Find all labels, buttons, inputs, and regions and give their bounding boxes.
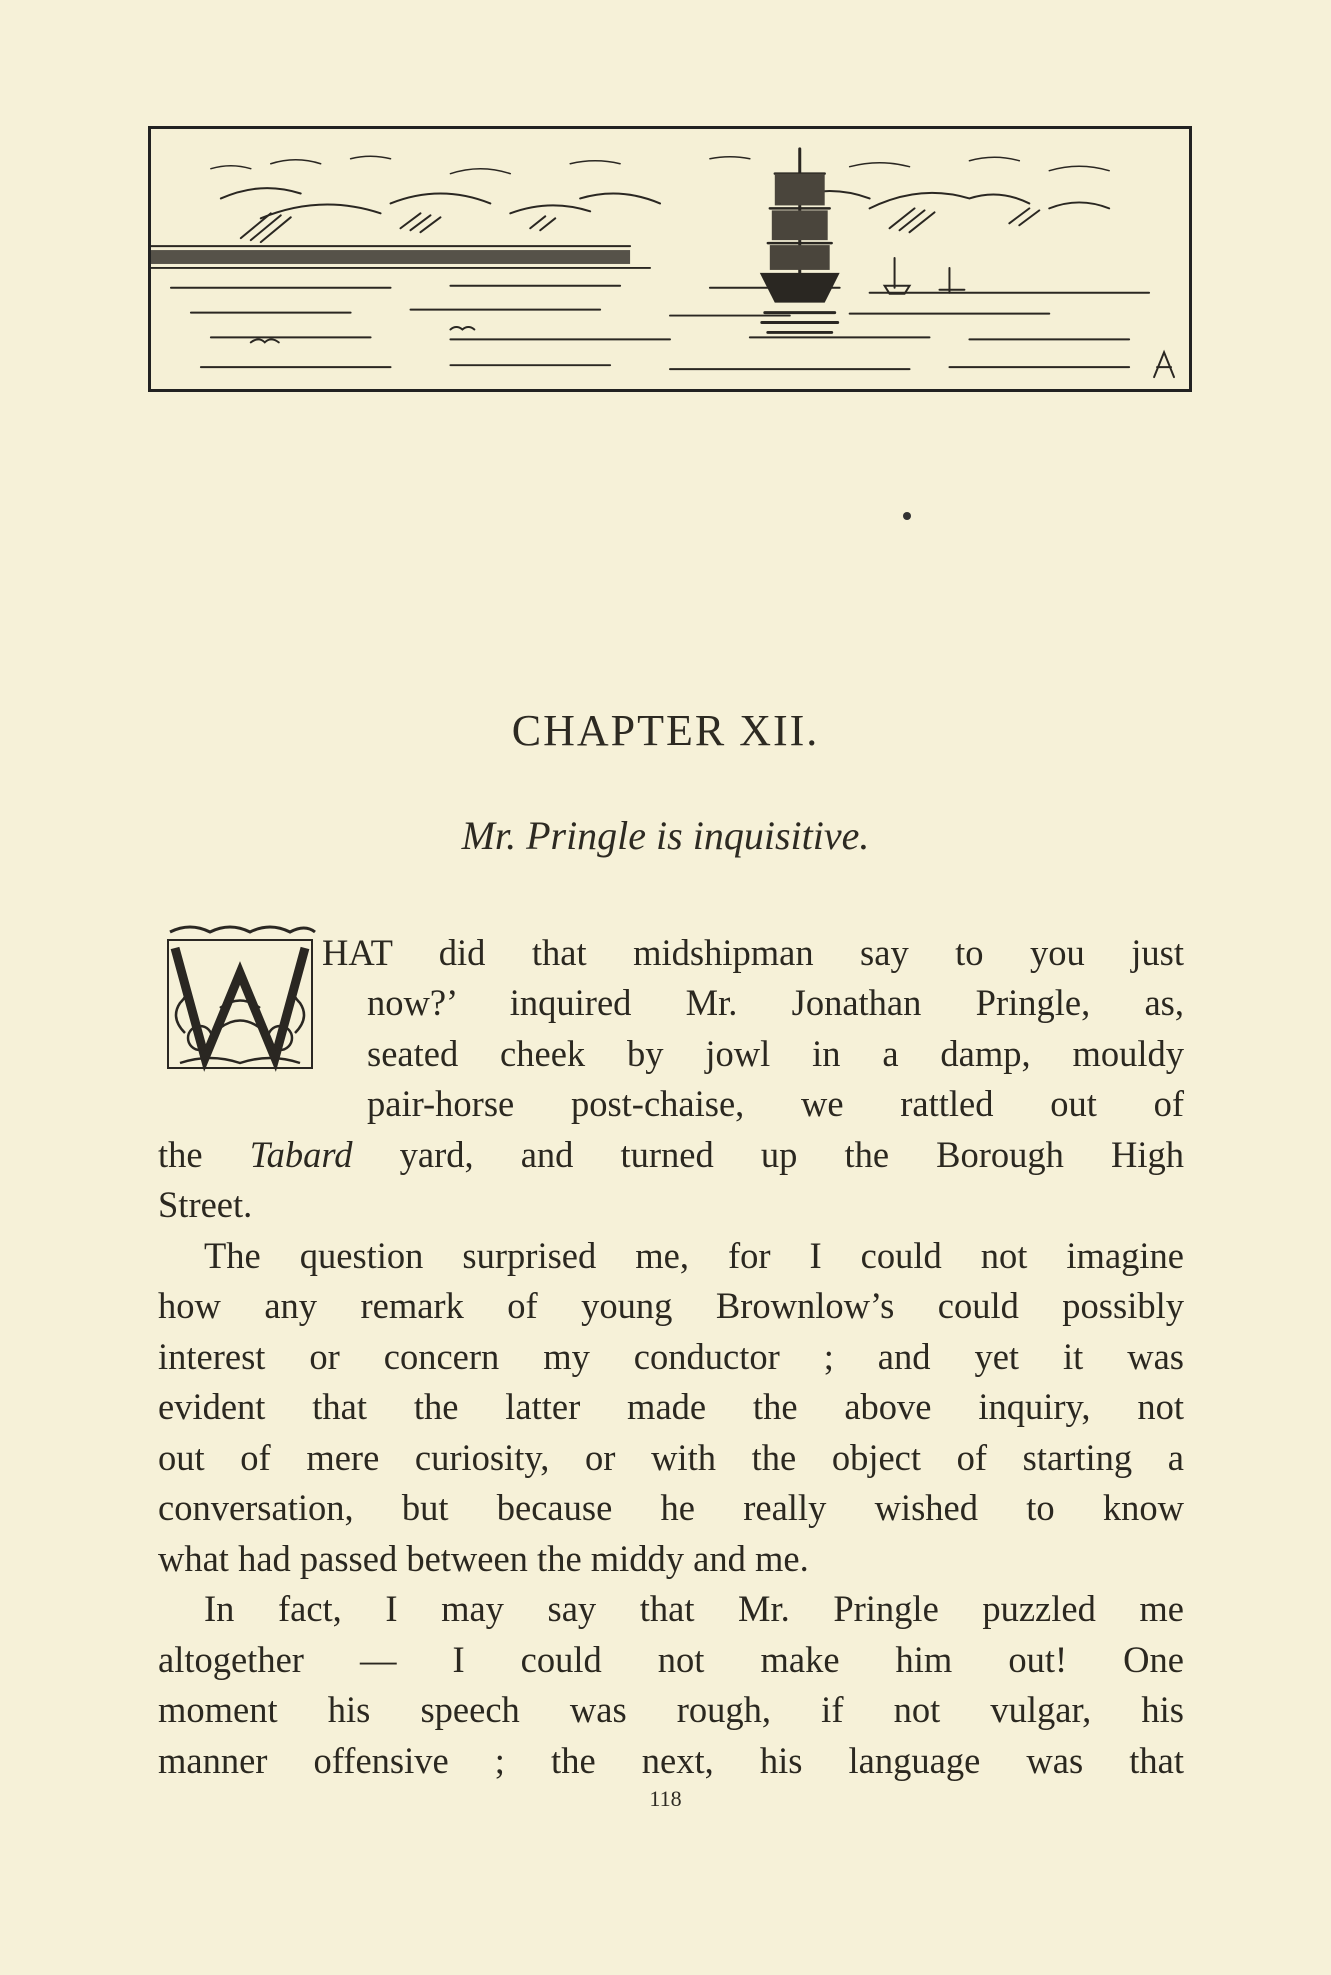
ornament-dot bbox=[903, 512, 911, 520]
text-line: conversation, but because he really wished to know bbox=[158, 1487, 1184, 1528]
text-line bbox=[158, 1134, 1184, 1175]
text-line: what had passed between the middy and me. bbox=[158, 1538, 809, 1579]
ship-at-sea-headpiece bbox=[148, 126, 1192, 392]
text-line: seated cheek by jowl in a damp, mouldy bbox=[367, 1033, 1184, 1074]
text-line: evident that the latter made the above inquiry, not bbox=[158, 1386, 1184, 1427]
text-line: how any remark of young Brownlow’s could possibly bbox=[158, 1285, 1184, 1326]
text-line: Street. bbox=[158, 1184, 253, 1225]
text-segment: yard, and turned up the Borough High bbox=[352, 1134, 1184, 1175]
chapter-subtitle: Mr. Pringle is inquisitive. bbox=[461, 813, 870, 858]
page-number: 118 bbox=[649, 1786, 682, 1811]
ornamental-drop-cap-icon bbox=[160, 918, 320, 1078]
text-line: manner offensive ; the next, his language was that bbox=[158, 1740, 1184, 1781]
text-line: now?’ inquired Mr. Jonathan Pringle, as, bbox=[367, 982, 1184, 1023]
italic-ship-name: Tabard bbox=[249, 1134, 353, 1175]
text-line: altogether — I could not make him out! One bbox=[158, 1639, 1184, 1680]
text-segment: the bbox=[158, 1134, 250, 1175]
chapter-title: CHAPTER XII. bbox=[511, 706, 820, 755]
text-line: HAT did that midshipman say to you just bbox=[322, 932, 1184, 973]
text-line: interest or concern my conductor ; and yet it was bbox=[158, 1336, 1184, 1377]
text-line: pair-horse post-chaise, we rattled out of bbox=[367, 1083, 1184, 1124]
text-line: moment his speech was rough, if not vulgar, his bbox=[158, 1689, 1184, 1730]
text-line: out of mere curiosity, or with the object of starting a bbox=[158, 1437, 1184, 1478]
text-line: In fact, I may say that Mr. Pringle puzzled me bbox=[204, 1588, 1184, 1629]
text-line: The question surprised me, for I could not imagine bbox=[204, 1235, 1184, 1276]
